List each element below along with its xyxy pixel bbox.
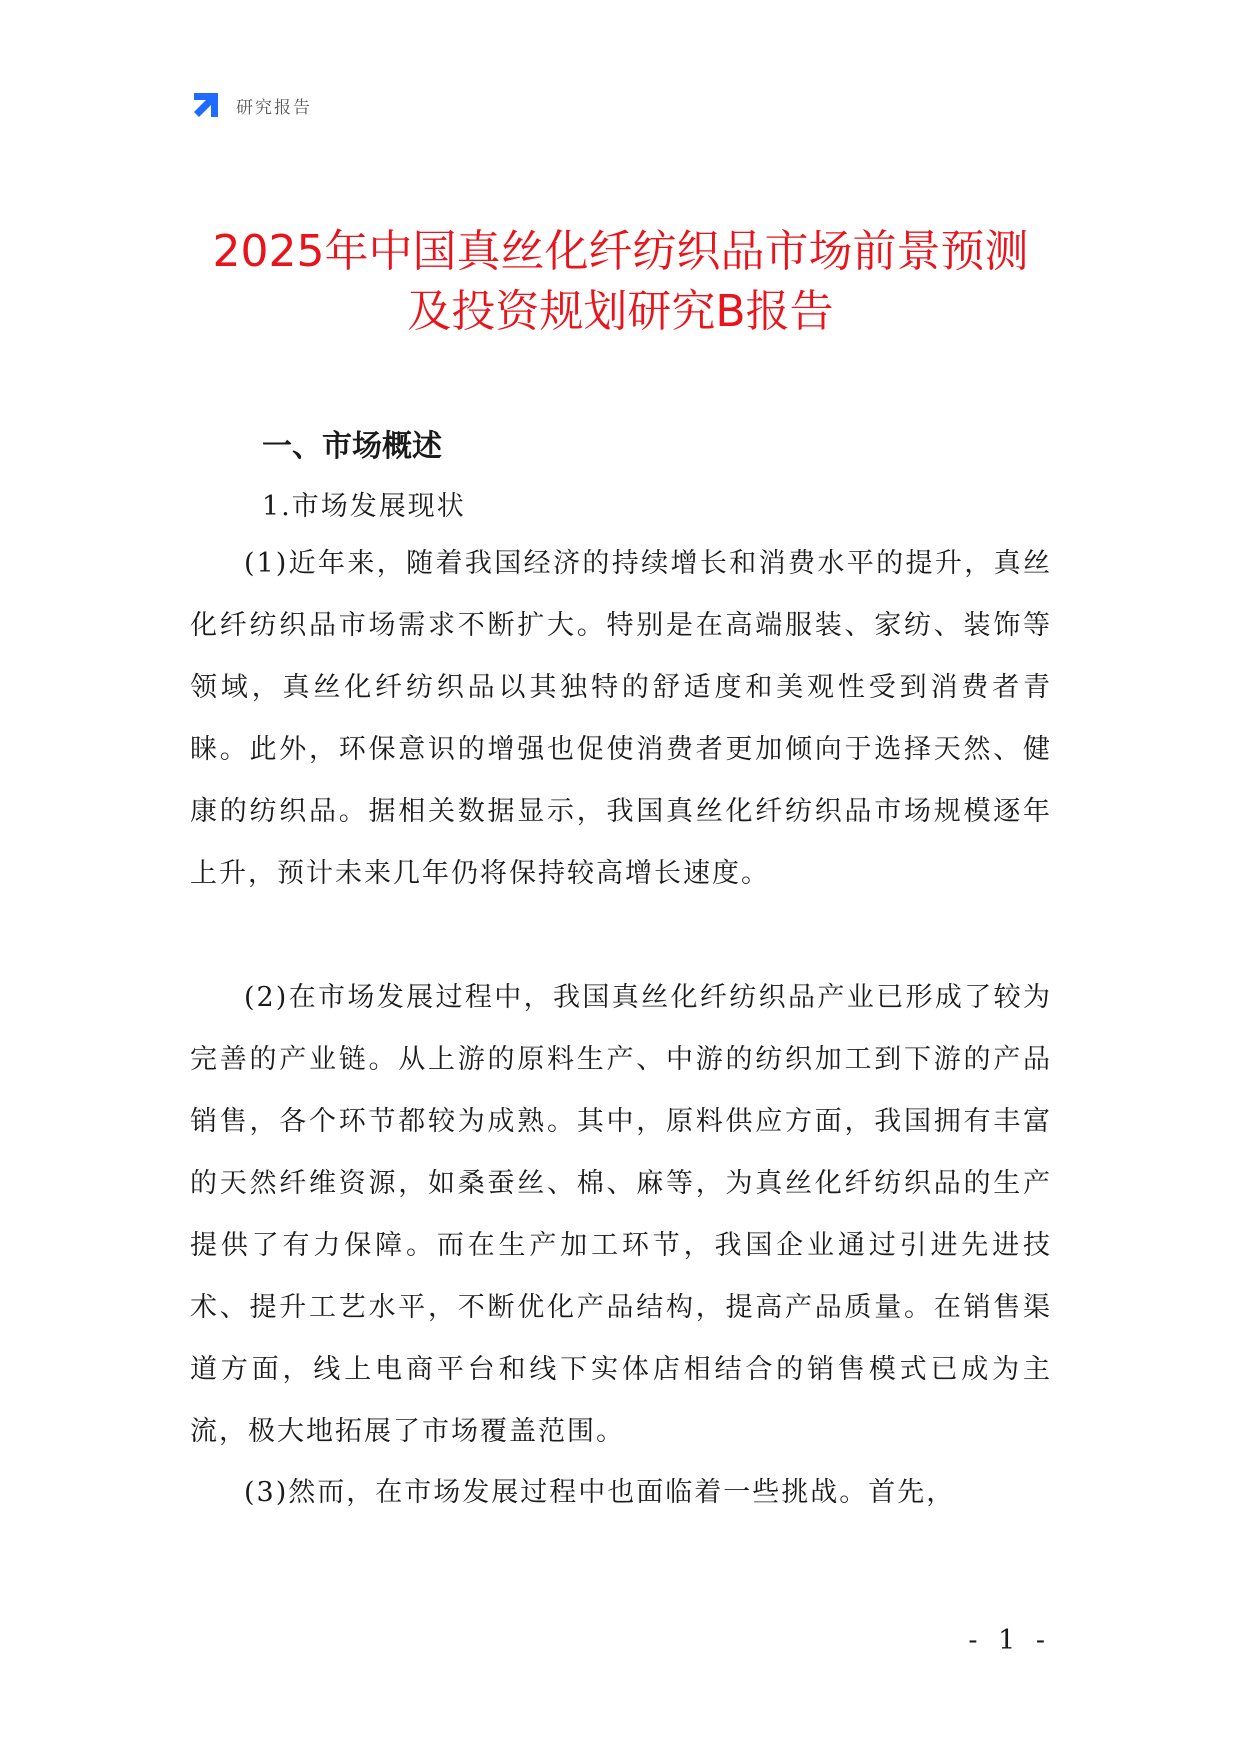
title-line-1: 2025年中国真丝化纤纺织品市场前景预测 (212, 226, 1029, 277)
page-number: - 1 - (968, 1625, 1051, 1656)
arrow-up-right-icon (190, 89, 222, 121)
sub-heading: 1.市场发展现状 (262, 491, 466, 522)
paragraph-3: (3)然而，在市场发展过程中也面临着一些挑战。首先， (244, 1477, 956, 1508)
report-header (190, 88, 312, 122)
paragraph-1: (1)近年来，随着我国经济的持续增长和消费水平的提升，真丝化纤纺织品市场需求不断扩大。特别是在高端服装、家纺、装饰等领域，真丝化纤纺织品以其独特的舒适度和美观性受到消费者青睐。此外，环保意识的增强也促使消费者更加倾向于选择天然、健康的纺织品。据相关数据显示，我国真丝化纤纺织品市场规模逐年上升，预计未来几年仍将保持较高增长速度。 (190, 548, 1052, 889)
section-heading: 一、市场概述 (262, 429, 442, 464)
header-label: 研究报告 (236, 97, 312, 118)
paragraph-2: (2)在市场发展过程中，我国真丝化纤纺织品产业已形成了较为完善的产业链。从上游的原料生产、中游的纺织加工到下游的产品销售，各个环节都较为成熟。其中，原料供应方面，我国拥有丰富的天然纤维资源，如桑蚕丝、棉、麻等，为真丝化纤纺织品的生产提供了有力保障。而在生产加工环节，我国企业通过引进先进技术、提升工艺水平，不断优化产品结构，提高产品质量。在销售渠道方面，线上电商平台和线下实体店相结合的销售模式已成为主流，极大地拓展了市场覆盖范围。 (190, 982, 1052, 1447)
report-title (120, 222, 1121, 342)
title-line-2: 及投资规划研究B报告 (407, 286, 834, 337)
